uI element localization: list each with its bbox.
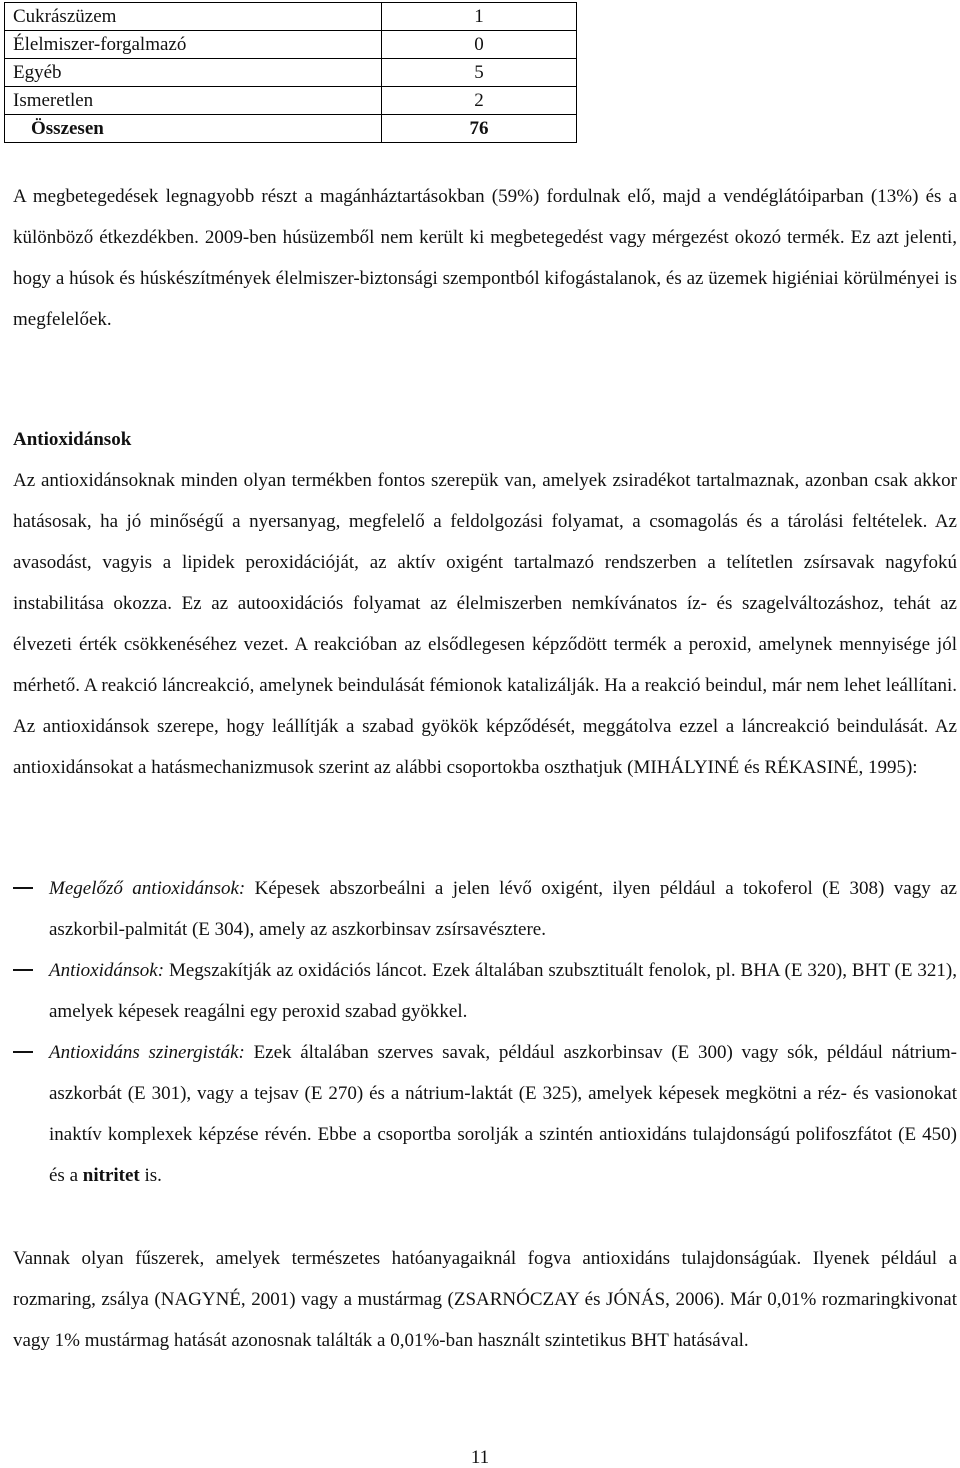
list-item-term: Antioxidánsok: [49,960,165,981]
table-cell-label: Egyéb [5,59,382,87]
paragraph-illness-summary: A megbetegedések legnagyobb részt a magánháztartásokban (59%) fordulnak elő, majd a vendéglátóiparban (13%) és a különböző étkezdékben. 2009-ben húsüzemből nem került ki megbetegedést vagy mérgezést okozó termék. Ez azt jelenti, hogy a húsok és húskészítmények élelmiszer-biztonsági szempontból kifogástalanok, és az üzemek higiéniai körülményei is megfelelőek. [13,186,957,330]
list-item-text: Képesek abszorbeálni a jelen lévő oxigént, ilyen például a tokoferol (E 308) vagy az aszkorbil-palmitát (E 304), amely az aszkorbinsav zsírsavésztere. [49,878,957,940]
page-number: 11 [470,1447,490,1468]
list-item-tail: is. [139,1165,162,1186]
list-item [13,868,957,950]
list-item [13,1032,957,1196]
table-total-row [5,115,577,143]
foodborne-illness-table [4,2,577,143]
list-item-term: Megelőző antioxidánsok: [49,878,246,899]
table-cell-value: 1 [382,3,577,31]
paragraph-spices: Vannak olyan fűszerek, amelyek természetes hatóanyagaiknál fogva antioxidáns tulajdonságúak. Ilyenek például a rozmaring, zsálya (NAGYNÉ, 2001) vagy a mustármag (ZSARNÓCZAY és JÓNÁS, 2006). Már 0,01% rozmaringkivonat vagy 1% mustármag hatását azonosnak találták a 0,01%-ban használt szintetikus BHT hatásával. [13,1248,957,1351]
table-cell-value: 5 [382,59,577,87]
table-row [5,59,577,87]
table-cell-label: Cukrászüzem [5,3,382,31]
table-cell-label: Ismeretlen [5,87,382,115]
dash-bullet-icon [13,1051,33,1053]
table-cell-label: Élelmiszer-forgalmazó [5,31,382,59]
list-item-text: Ezek általában szerves savak, például aszkorbinsav (E 300) vagy sók, például nátrium-aszkorbát (E 301), vagy a tejsav (E 270) és a nátrium-laktát (E 325), amelyek képesek megkötni a réz- és vasionokat inaktív komplexek képzése révén. Ebbe a csoportba sorolják a szintén antioxidáns tulajdonságú polifoszfátot (E 450) és a [49,1042,957,1186]
list-item-text: Megszakítják az oxidációs láncot. Ezek általában szubsztituált fenolok, pl. BHA (E 320), BHT (E 321), amelyek képesek reagálni egy peroxid szabad gyökkel. [49,960,957,1022]
table-row [5,31,577,59]
table-cell-value: 0 [382,31,577,59]
table-total-value: 76 [382,115,577,143]
list-item [13,950,957,1032]
table-cell-value: 2 [382,87,577,115]
table-total-label: Összesen [5,115,382,143]
dash-bullet-icon [13,969,33,971]
list-item-term: Antioxidáns szinergisták: [49,1042,245,1063]
table-row [5,3,577,31]
paragraph-antioxidants-intro: Az antioxidánsoknak minden olyan termékben fontos szerepük van, amelyek zsiradékot tartalmaznak, azonban csak akkor hatásosak, ha jó minőségű a nyersanyag, megfelelő a feldolgozási folyamat, a csomagolás és a tárolási feltételek. Az avasodást, vagyis a lipidek peroxidációját, az aktív oxigént tartalmazó rendszerben a telítetlen zsírsavak nagyfokú instabilitása okozza. Ez az autooxidációs folyamat az élelmiszerben nemkívánatos íz- és szagelváltozáshoz, tehát az élvezeti érték csökkenéséhez vezet. A reakcióban az elsődlegesen képződött termék a peroxid, amelynek mennyisége jól mérhető. A reakció láncreakció, amelynek beindulását fémionok katalizálják. Ha a reakció beindul, már nem lehet leállítani. Az antioxidánsok szerepe, hogy leállítják a szabad gyökök képződését, meggátolva ezzel a láncreakció beindulását. Az antioxidánsokat a hatásmechanizmusok szerint az alábbi csoportokba oszthatjuk (MIHÁLYINÉ és RÉKASINÉ, 1995): [13,470,957,778]
antioxidant-types-list [13,868,957,1196]
section-heading-antioxidants: Antioxidánsok [13,429,132,450]
table-row [5,87,577,115]
dash-bullet-icon [13,887,33,889]
list-item-bold-term: nitritet [82,1165,140,1186]
